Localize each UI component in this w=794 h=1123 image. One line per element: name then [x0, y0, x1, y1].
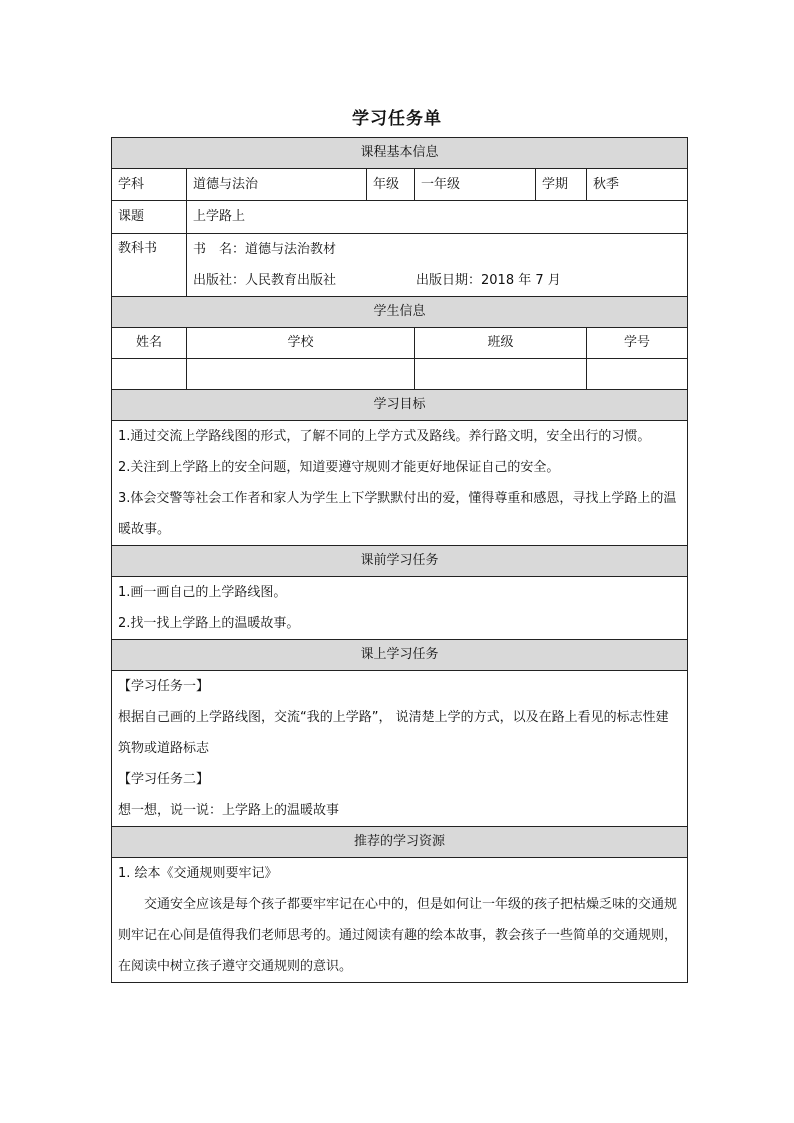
pre-class-item: 2.找一找上学路上的温暖故事。 — [118, 616, 300, 631]
column-header-class: 班级 — [415, 328, 587, 359]
publisher-line — [193, 265, 681, 296]
topic-label: 课题 — [112, 201, 187, 234]
student-id-cell[interactable] — [587, 359, 688, 390]
task1-title: 【学习任务一】 — [118, 679, 210, 694]
task-sheet-table — [111, 137, 688, 983]
objective-item: 1.通过交流上学路线图的形式，了解不同的上学方式及路线。养行路文明，安全出行的习惯。 — [118, 429, 651, 444]
grade-label: 年级 — [367, 169, 415, 201]
section-header-resources: 推荐的学习资源 — [112, 827, 688, 858]
section-header-objectives: 学习目标 — [112, 390, 688, 421]
resource-title: 1. 绘本《交通规则要牢记》 — [118, 866, 278, 881]
task1-text: 根据自己画的上学路线图，交流“我的上学路”， 说清楚上学的方式，以及在路上看见的标志性建筑物或道路标志 — [118, 710, 669, 756]
objective-item: 3.体会交警等社会工作者和家人为学生上下学默默付出的爱，懂得尊重和感恩，寻找上学路上的温暖故事。 — [118, 491, 677, 537]
column-header-name: 姓名 — [112, 328, 187, 359]
objective-item: 2.关注到上学路上的安全问题，知道要遵守规则才能更好地保证自己的安全。 — [118, 460, 560, 475]
section-header-student-info: 学生信息 — [112, 297, 688, 328]
textbook-info — [187, 234, 688, 297]
publisher: 出版社：人民教育出版社 — [193, 273, 337, 288]
term-label: 学期 — [536, 169, 587, 201]
section-header-in-class: 课上学习任务 — [112, 640, 688, 671]
student-school-cell[interactable] — [187, 359, 415, 390]
topic-value: 上学路上 — [187, 201, 688, 234]
resources-content — [112, 858, 688, 983]
task2-text: 想一想，说一说：上学路上的温暖故事 — [118, 803, 340, 818]
column-header-school: 学校 — [187, 328, 415, 359]
resource-description: 交通安全应该是每个孩子都要牢牢记在心中的，但是如何让一年级的孩子把枯燥乏味的交通规则牢记在心间是值得我们老师思考的。通过阅读有趣的绘本故事，教会孩子一些简单的交通规则，在阅读中树立孩子遵守交通规则的意识。 — [118, 897, 678, 974]
term-value: 秋季 — [587, 169, 688, 201]
publish-date: 出版日期：2018 年 7 月 — [416, 273, 561, 288]
student-name-cell[interactable] — [112, 359, 187, 390]
column-header-student-id: 学号 — [587, 328, 688, 359]
subject-label: 学科 — [112, 169, 187, 201]
student-class-cell[interactable] — [415, 359, 587, 390]
pre-class-item: 1.画一画自己的上学路线图。 — [118, 585, 287, 600]
section-header-course-info: 课程基本信息 — [112, 138, 688, 169]
grade-value: 一年级 — [415, 169, 536, 201]
task2-title: 【学习任务二】 — [118, 772, 210, 787]
objectives-content — [112, 421, 688, 546]
subject-value: 道德与法治 — [187, 169, 367, 201]
pre-class-content — [112, 577, 688, 640]
in-class-content — [112, 671, 688, 827]
book-name: 书 名：道德与法治教材 — [193, 242, 337, 257]
section-header-pre-class: 课前学习任务 — [112, 546, 688, 577]
page-title: 学习任务单 — [352, 109, 442, 129]
textbook-label: 教科书 — [112, 234, 187, 297]
